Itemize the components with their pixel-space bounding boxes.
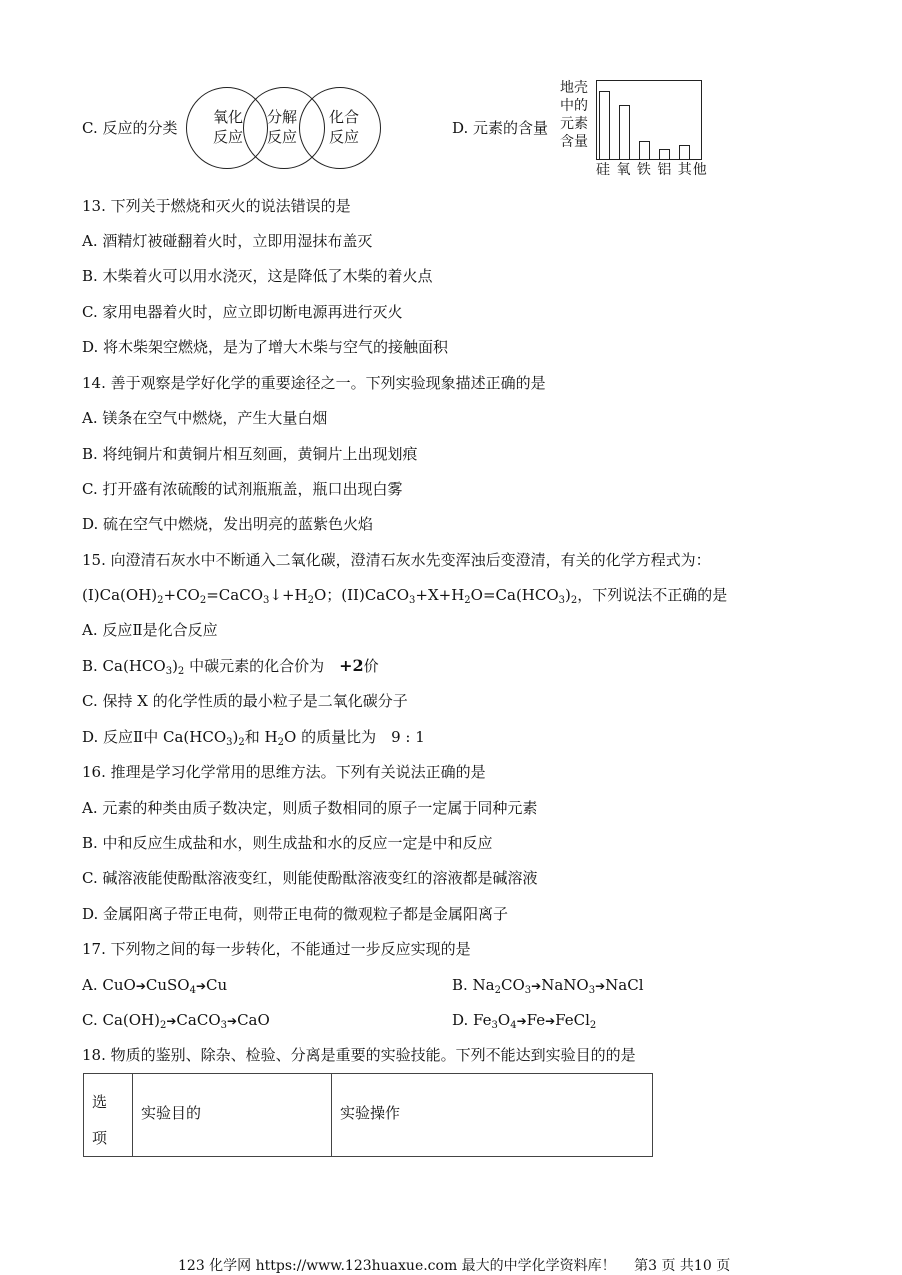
q15-stem: 15. 向澄清石灰水中不断通入二氧化碳，澄清石灰水先变浑浊后变澄清，有关的化学方程式为： xyxy=(82,551,711,569)
reaction-classification-venn xyxy=(186,86,380,172)
q13-option-d: D. 将木柴架空燃烧，是为了增大木柴与空气的接触面积 xyxy=(82,338,449,356)
bar-其他 xyxy=(679,145,690,159)
header-option: 选项 xyxy=(84,1074,133,1157)
q16-option-c: C. 碱溶液能使酚酞溶液变红，则能使酚酞溶液变红的溶液都是碱溶液 xyxy=(82,869,538,887)
q16-option-b: B. 中和反应生成盐和水，则生成盐和水的反应一定是中和反应 xyxy=(82,834,493,852)
chart-ylabel: 地壳 中的 元素 含量 xyxy=(560,80,588,150)
q17-option-a: A. CuO➔CuSO$_4$➔Cu xyxy=(82,976,228,996)
q17-stem: 17. 下列物之间的每一步转化，不能通过一步反应实现的是 xyxy=(82,940,471,958)
q14-stem: 14. 善于观察是学好化学的重要途径之一。下列实验现象描述正确的是 xyxy=(82,374,546,392)
venn-oxidation: 氧化 反应 xyxy=(212,108,243,146)
table-header-row xyxy=(84,1074,653,1157)
q12-option-d-label: D. 元素的含量 xyxy=(452,119,549,137)
q15-equations: $(I)Ca(OH)_2+CO_2=CaCO_3↓+H_2O$；$(II)CaCO_3+X+H_2O=Ca(HCO_3)_2$，下列说法不正确的是 xyxy=(82,586,728,606)
q12-option-c-label: C. 反应的分类 xyxy=(82,119,178,137)
venn-decomposition: 分解 反应 xyxy=(266,108,297,146)
q14-option-a: A. 镁条在空气中燃烧，产生大量白烟 xyxy=(82,409,328,427)
bar-铁 xyxy=(639,141,650,159)
q14-option-d: D. 硫在空气中燃烧，发出明亮的蓝紫色火焰 xyxy=(82,515,374,533)
q16-stem: 16. 推理是学习化学常用的思维方法。下列有关说法正确的是 xyxy=(82,763,486,781)
header-operation: 实验操作 xyxy=(332,1074,653,1157)
header-purpose: 实验目的 xyxy=(133,1074,332,1157)
q13-stem: 13. 下列关于燃烧和灭火的说法错误的是 xyxy=(82,197,351,215)
q17-option-c: C. $Ca(OH)_2➔CaCO_3➔CaO$ xyxy=(82,1011,270,1031)
venn-combination: 化合 反应 xyxy=(328,108,359,146)
q13-option-b: B. 木柴着火可以用水浇灭，这是降低了木柴的着火点 xyxy=(82,267,433,285)
q18-stem: 18. 物质的鉴别、除杂、检验、分离是重要的实验技能。下列不能达到实验目的的是 xyxy=(82,1046,636,1064)
page-footer: 123 化学网 https://www.123huaxue.com 最大的中学化学资料库！ 第3 页 共10 页 xyxy=(178,1258,731,1274)
q13-option-c: C. 家用电器着火时，应立即切断电源再进行灭火 xyxy=(82,303,403,321)
element-content-chart xyxy=(596,80,702,160)
chart-xlabels: 硅 氧 铁 铝 其他 xyxy=(596,162,708,178)
q15-option-a: A. 反应Ⅱ是化合反应 xyxy=(82,621,218,639)
q15-option-c: C. 保持 X 的化学性质的最小粒子是二氧化碳分子 xyxy=(82,692,408,710)
q17-option-d: D. $Fe_3O_4➔Fe➔FeCl_2$ xyxy=(452,1011,597,1031)
bar-硅 xyxy=(599,91,610,159)
q14-option-b: B. 将纯铜片和黄铜片相互刻画，黄铜片上出现划痕 xyxy=(82,445,418,463)
bar-铝 xyxy=(659,149,670,159)
q15-option-b: B. $Ca(HCO_3)_2$ 中碳元素的化合价为 +2价 xyxy=(82,656,379,677)
q16-option-d: D. 金属阳离子带正电荷，则带正电荷的微观粒子都是金属阳离子 xyxy=(82,905,509,923)
q16-option-a: A. 元素的种类由质子数决定，则质子数相同的原子一定属于同种元素 xyxy=(82,799,538,817)
q13-option-a: A. 酒精灯被碰翻着火时，立即用湿抹布盖灭 xyxy=(82,232,373,250)
q18-table xyxy=(83,1073,653,1157)
q15-option-d: D. 反应Ⅱ中 $Ca(HCO_3)_2$和 $H_2O$ 的质量比为 9 : 1 xyxy=(82,728,425,748)
q17-option-b: B. $Na_2CO_3➔NaNO_3➔NaCl$ xyxy=(452,976,644,996)
bar-氧 xyxy=(619,105,630,159)
q14-option-c: C. 打开盛有浓硫酸的试剂瓶瓶盖，瓶口出现白雾 xyxy=(82,480,403,498)
